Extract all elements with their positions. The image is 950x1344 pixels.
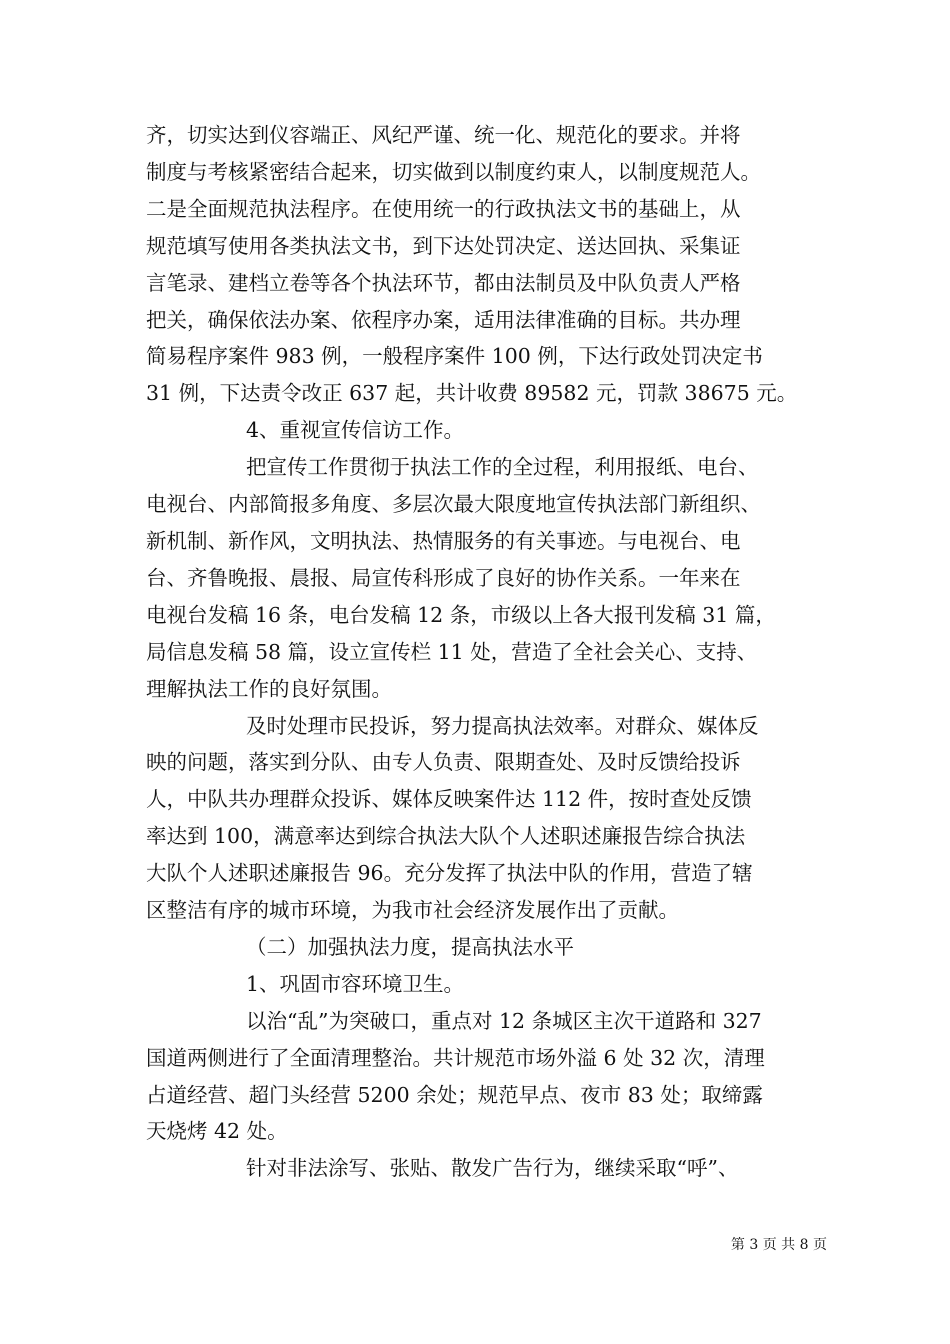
text-line: 电视台、内部简报多角度、多层次最大限度地宣传执法部门新组织、 [146, 492, 761, 517]
text-line: 1、巩固市容环境卫生。 [246, 971, 465, 996]
text-line: 人，中队共办理群众投诉、媒体反映案件达 112 件，按时查处反馈 [146, 787, 752, 812]
text-line: 区整洁有序的城市环境，为我市社会经济发展作出了贡献。 [146, 898, 679, 923]
text-line: （二）加强执法力度，提高执法水平 [246, 934, 574, 959]
text-line: 率达到 100，满意率达到综合执法大队个人述职述廉报告综合执法 [146, 824, 746, 849]
text-line: 简易程序案件 983 例，一般程序案件 100 例，下达行政处罚决定书 [146, 344, 763, 369]
page-footer [0, 1234, 827, 1254]
text-line: 电视台发稿 16 条，电台发稿 12 条，市级以上各大报刊发稿 31 篇， [146, 602, 776, 627]
text-line: 映的问题，落实到分队、由专人负责、限期查处、及时反馈给投诉 [146, 750, 741, 775]
text-line: 大队个人述职述廉报告 96。充分发挥了执法中队的作用，营造了辖 [146, 861, 753, 886]
text-line: 4、重视宣传信访工作。 [246, 418, 465, 443]
text-line: 天烧烤 42 处。 [146, 1119, 288, 1144]
text-line: 齐，切实达到仪容端正、风纪严谨、统一化、规范化的要求。并将 [146, 123, 741, 147]
text-line: 31 例，下达责令改正 637 起，共计收费 89582 元，罚款 38675 元。 [146, 381, 798, 406]
text-line: 言笔录、建档立卷等各个执法环节，都由法制员及中队负责人严格 [146, 270, 741, 295]
text-line: 理解执法工作的良好氛围。 [146, 676, 392, 701]
text-line: 占道经营、超门头经营 5200 余处；规范早点、夜市 83 处；取缔露 [146, 1082, 763, 1107]
text-line: 规范填写使用各类执法文书，到下达处罚决定、送达回执、采集证 [146, 233, 741, 258]
document-body [146, 117, 826, 1187]
text-line: 针对非法涂写、张贴、散发广告行为，继续采取“呼”、 [246, 1156, 739, 1181]
text-line: 新机制、新作风，文明执法、热情服务的有关事迹。与电视台、电 [146, 528, 741, 553]
text-line: 二是全面规范执法程序。在使用统一的行政执法文书的基础上，从 [146, 196, 741, 221]
text-line: 局信息发稿 58 篇，设立宣传栏 11 处，营造了全社会关心、支持、 [146, 639, 758, 664]
text-line: 及时处理市民投诉，努力提高执法效率。对群众、媒体反 [246, 713, 759, 738]
text-line: 国道两侧进行了全面清理整治。共计规范市场外溢 6 处 32 次，清理 [146, 1045, 765, 1070]
text-line: 把宣传工作贯彻于执法工作的全过程，利用报纸、电台、 [246, 455, 759, 480]
text-line: 把关，确保依法办案、依程序办案，适用法律准确的目标。共办理 [146, 307, 741, 332]
page-number-label: 第 3 页 共 8 页 [730, 1237, 827, 1253]
text-line: 制度与考核紧密结合起来，切实做到以制度约束人，以制度规范人。 [146, 159, 761, 184]
text-line: 台、齐鲁晚报、晨报、局宣传科形成了良好的协作关系。一年来在 [146, 565, 741, 590]
text-line: 以治“乱”为突破口，重点对 12 条城区主次干道路和 327 [246, 1008, 762, 1033]
